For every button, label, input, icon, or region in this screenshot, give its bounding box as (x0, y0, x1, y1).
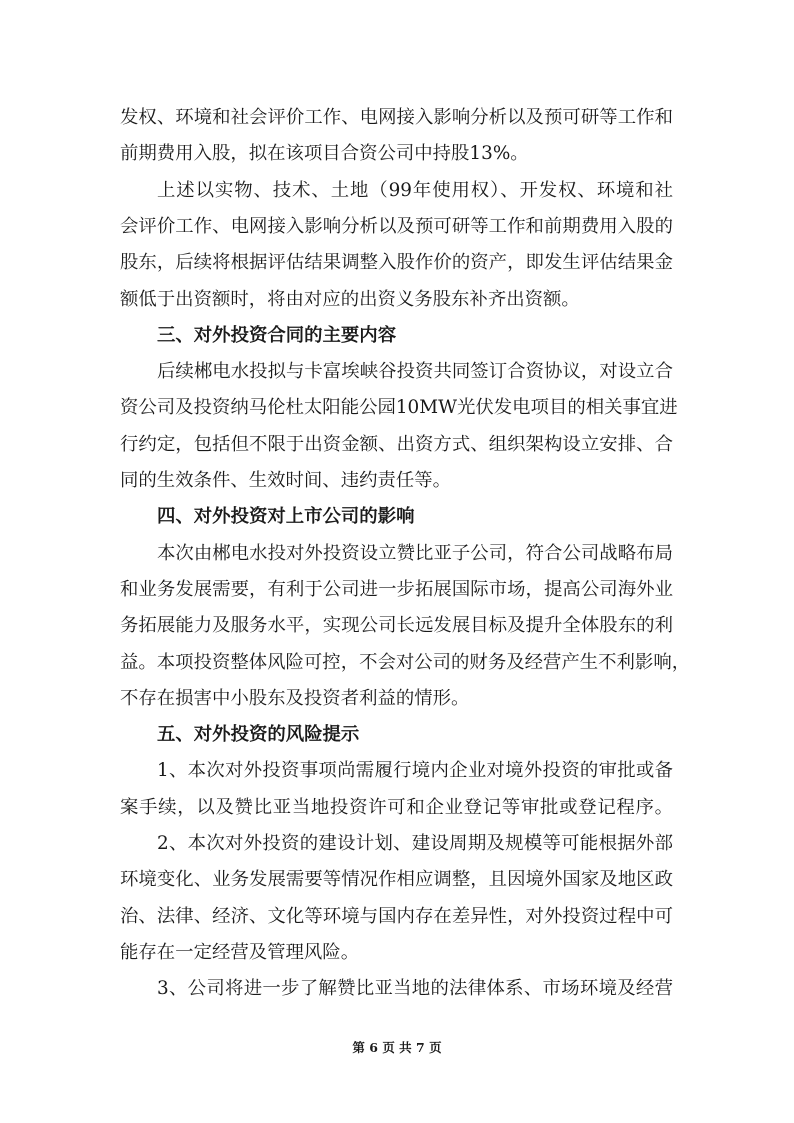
body-text-line: 股东，后续将根据评估结果调整入股作价的资产，即发生评估结果金 (120, 252, 673, 274)
body-text-line: 资公司及投资纳马伦杜太阳能公园10MW光伏发电项目的相关事宜进 (120, 397, 678, 419)
section-heading: 三、对外投资合同的主要内容 (157, 324, 397, 346)
page-footer: 第 6 页 共 7 页 (352, 1040, 442, 1055)
body-text-line: 务拓展能力及服务水平，实现公司长远发展目标及提升全体股东的利 (120, 615, 673, 637)
body-text-line: 2、本次对外投资的建设计划、建设周期及规模等可能根据外部 (157, 833, 673, 854)
body-text-line: 环境变化、业务发展需要等情况作相应调整，且因境外国家及地区政 (120, 869, 673, 891)
body-text-line: 1、本次对外投资事项尚需履行境内企业对境外投资的审批或备 (157, 760, 673, 782)
body-text-line: 上述以实物、技术、土地（99年使用权）、开发权、环境和社 (157, 179, 673, 201)
body-text-line: 益。本项投资整体风险可控，不会对公司的财务及经营产生不利影响， (120, 651, 691, 673)
body-text-line: 治、法律、经济、文化等环境与国内存在差异性，对外投资过程中可 (120, 905, 673, 927)
section-heading: 五、对外投资的风险提示 (157, 724, 360, 746)
body-text-line: 案手续，以及赞比亚当地投资许可和企业登记等审批或登记程序。 (120, 796, 673, 818)
body-text-line: 3、公司将进一步了解赞比亚当地的法律体系、市场环境及经营 (157, 978, 673, 1000)
body-text-line: 同的生效条件、生效时间、违约责任等。 (120, 470, 452, 491)
body-text-line: 会评价工作、电网接入影响分析以及预可研等工作和前期费用入股的 (120, 215, 673, 237)
section-heading: 四、对外投资对上市公司的影响 (157, 506, 415, 528)
body-text-line: 和业务发展需要，有利于公司进一步拓展国际市场，提高公司海外业 (120, 578, 673, 600)
body-text-line: 前期费用入股，拟在该项目合资公司中持股13%。 (120, 143, 529, 165)
body-text-line: 能存在一定经营及管理风险。 (120, 941, 360, 963)
body-text-line: 发权、环境和社会评价工作、电网接入影响分析以及预可研等工作和 (120, 107, 673, 128)
body-text-line: 行约定，包括但不限于出资金额、出资方式、组织架构设立安排、合 (120, 433, 673, 455)
body-text-line: 额低于出资额时，将由对应的出资义务股东补齐出资额。 (120, 288, 580, 310)
body-text-line: 后续郴电水投拟与卡富埃峡谷投资共同签订合资协议，对设立合 (157, 361, 673, 383)
body-text-line: 本次由郴电水投对外投资设立赞比亚子公司，符合公司战略布局 (157, 542, 673, 564)
body-text-line: 不存在损害中小股东及投资者利益的情形。 (120, 687, 470, 709)
